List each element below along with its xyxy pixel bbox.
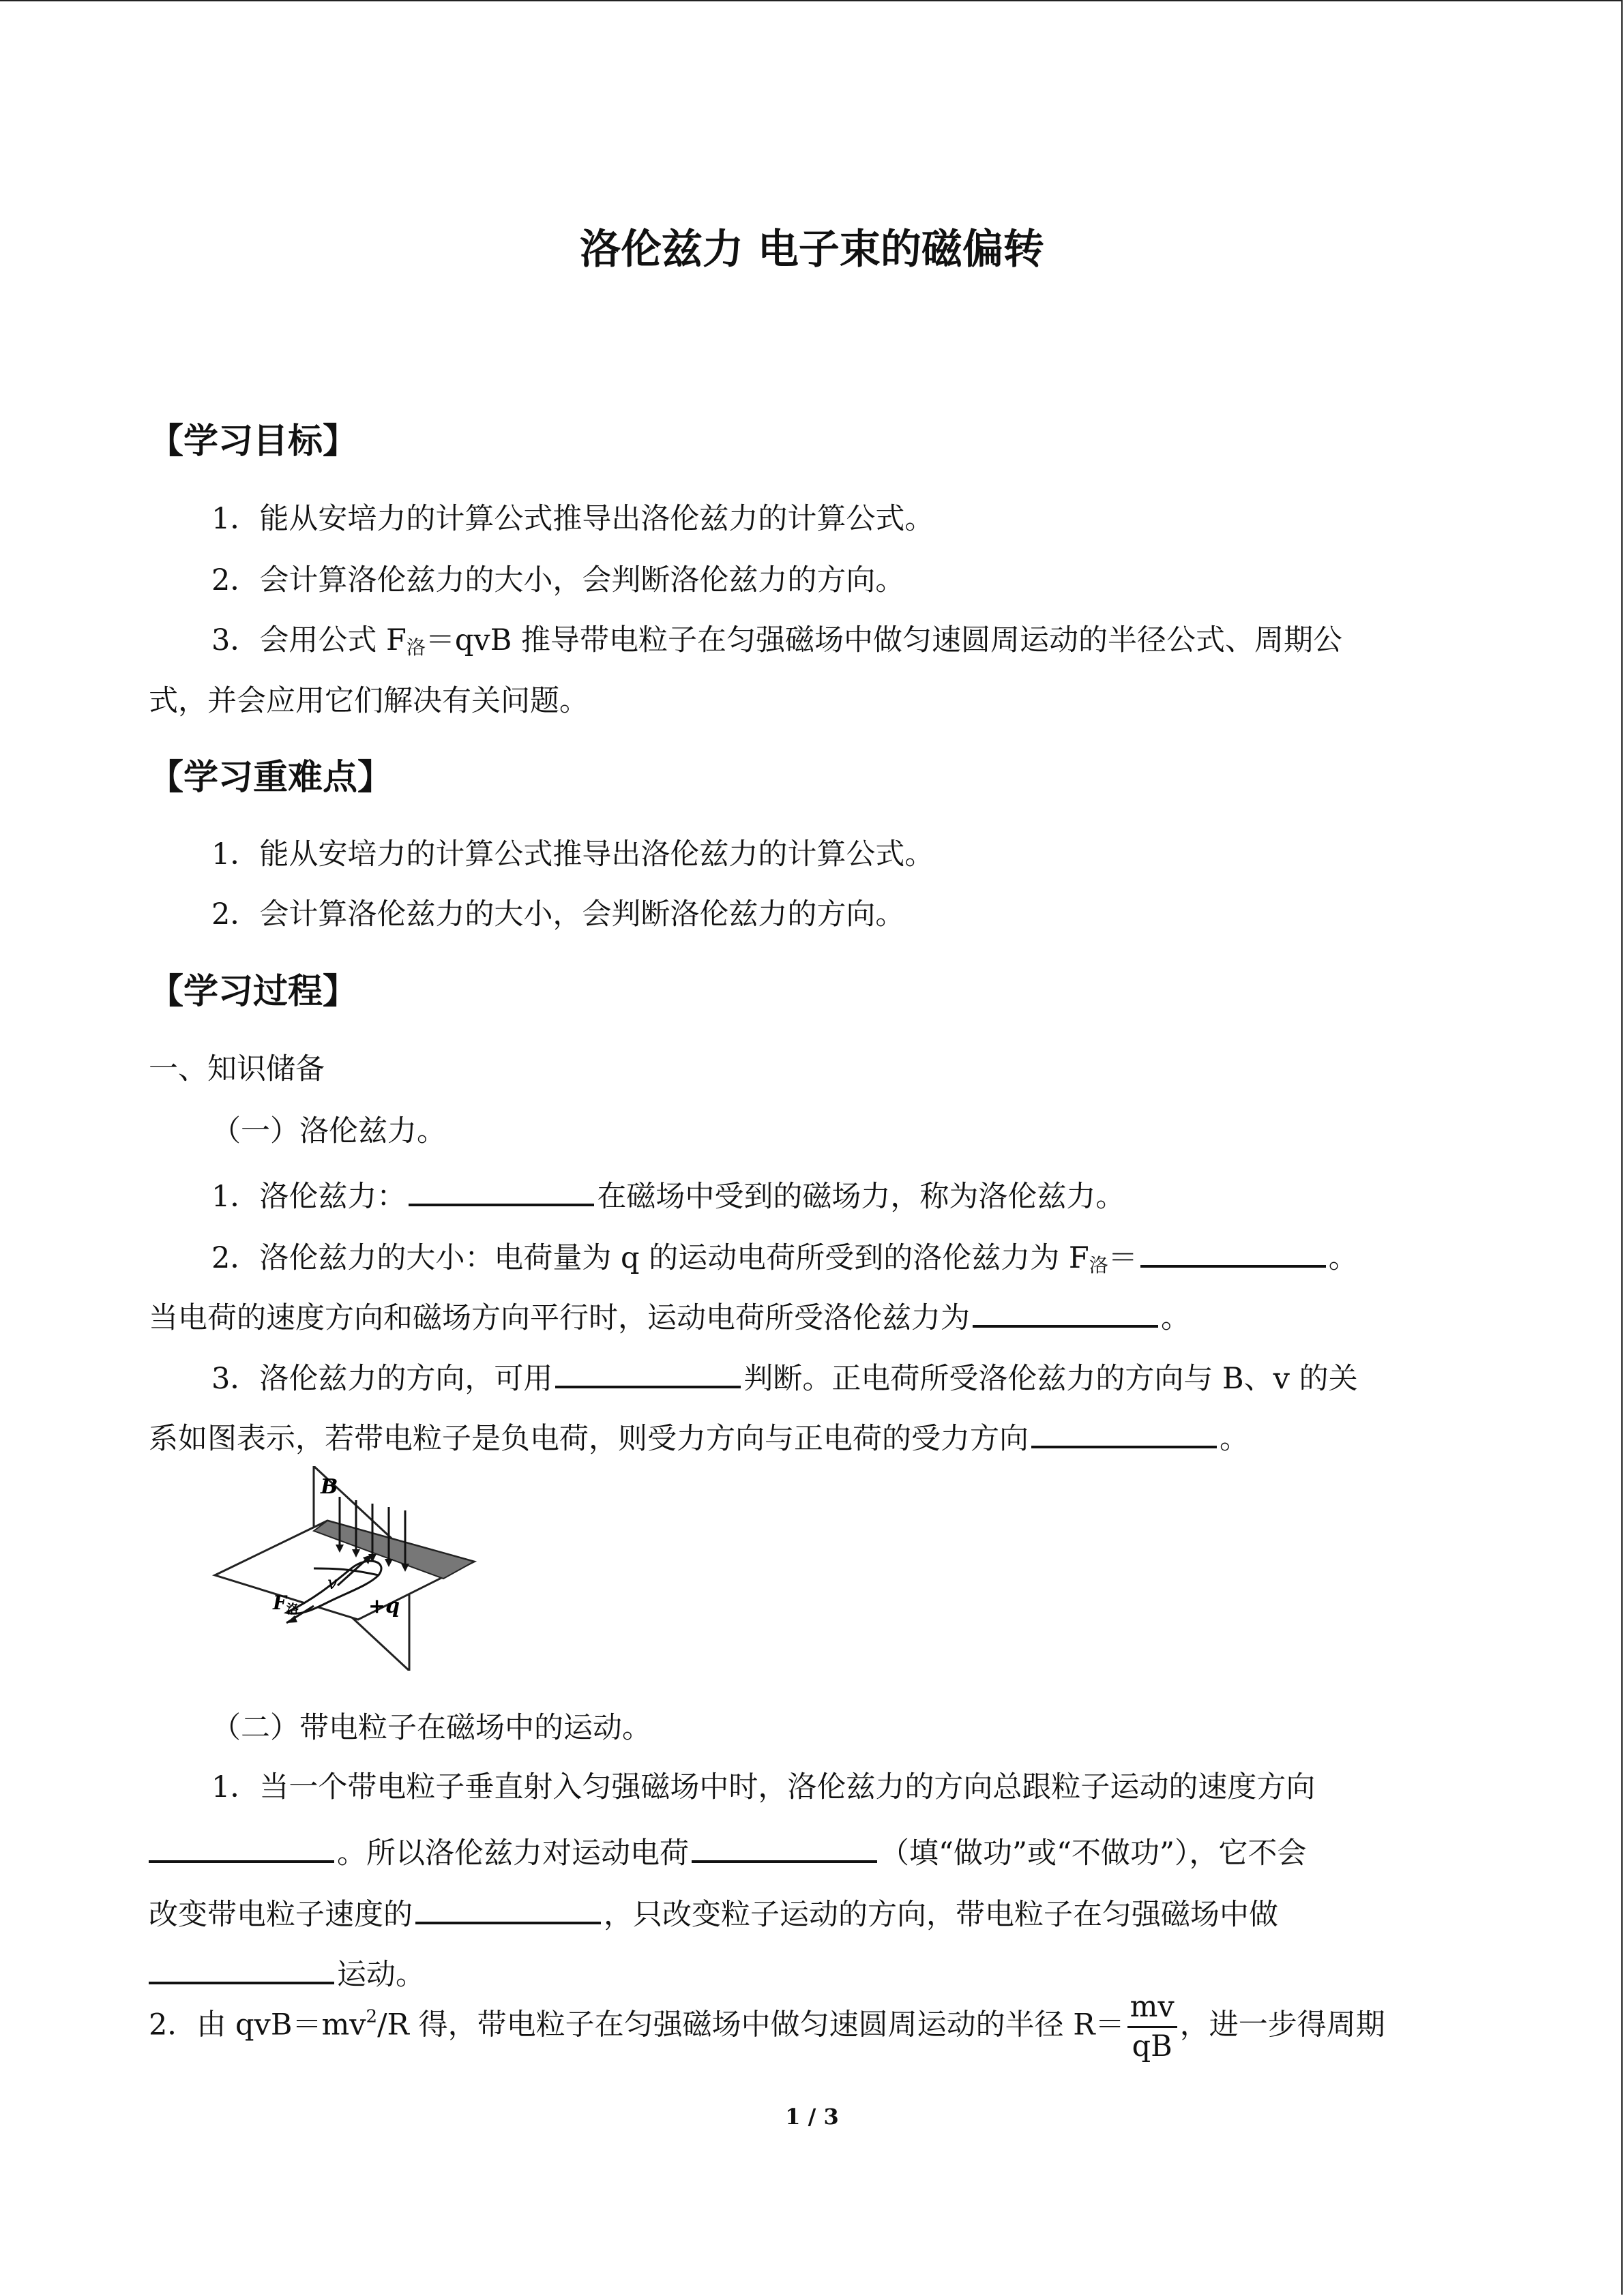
answer-blank[interactable]: [149, 1954, 334, 1984]
answer-blank[interactable]: [973, 1298, 1158, 1328]
section-heading-keypoints: 【学习重难点】: [149, 758, 393, 798]
radius-fraction: $\frac{mv}{qB}$: [1127, 1993, 1177, 2061]
goal-item-3: 3．会用公式 $F_洛=qvB$ 推导带电粒子在匀强磁场中做匀速圆周运动的半径公式、周期公: [211, 623, 1342, 659]
question-3-cont: 系如图表示，若带电粒子是负电荷，则受力方向与正电荷的受力方向 。: [149, 1418, 1249, 1454]
label-B: B: [321, 1475, 338, 1499]
goal-item-2: 2．会计算洛伦兹力的大小，会判断洛伦兹力的方向。: [211, 563, 905, 597]
question-3: 3．洛伦兹力的方向，可用 判断。正电荷所受洛伦兹力的方向与 B、v 的关: [211, 1358, 1358, 1394]
page-number: 1 / 3: [785, 2104, 839, 2130]
subheading-lorentz: （一）洛伦兹力。: [211, 1114, 446, 1148]
page-title: 洛伦兹力 电子束的磁偏转: [580, 226, 1044, 273]
answer-blank[interactable]: [555, 1358, 741, 1388]
question-2: 2．洛伦兹力的大小：电荷量为 q 的运动电荷所受到的洛伦兹力为 $F_洛=$ 。: [211, 1238, 1358, 1275]
motion-item-1-line2: 。所以洛伦兹力对运动电荷 （填“做功”或“不做功”），它不会: [149, 1833, 1306, 1868]
answer-blank[interactable]: [149, 1833, 334, 1863]
answer-blank[interactable]: [409, 1176, 594, 1206]
section-heading-process: 【学习过程】: [149, 972, 358, 1012]
question-1: 1．洛伦兹力： 在磁场中受到的磁场力，称为洛伦兹力。: [211, 1176, 1125, 1212]
answer-blank[interactable]: [692, 1833, 877, 1863]
label-v: v: [327, 1573, 338, 1594]
motion-item-1: 1．当一个带电粒子垂直射入匀强磁场中时，洛伦兹力的方向总跟粒子运动的速度方向: [211, 1770, 1316, 1804]
goal-item-3-cont: 式，并会应用它们解决有关问题。: [149, 684, 589, 718]
section-heading-goals: 【学习目标】: [149, 421, 358, 462]
motion-item-1-line3: 改变带电粒子速度的 ，只改变粒子运动的方向，带电粒子在匀强磁场中做: [149, 1894, 1278, 1930]
subheading-motion: （二）带电粒子在磁场中的运动。: [211, 1711, 651, 1745]
label-q: +q: [368, 1594, 400, 1618]
part-heading-knowledge: 一、知识储备: [149, 1052, 325, 1086]
label-F: $F_洛$: [273, 1592, 299, 1617]
motion-item-1-line4: 运动。: [149, 1954, 425, 1990]
left-hand-rule-figure: [211, 1466, 484, 1671]
keypoint-item-1: 1．能从安培力的计算公式推导出洛伦兹力的计算公式。: [211, 837, 934, 871]
motion-item-2: 2．由 $qvB=mv^2/R$ 得，带电粒子在匀强磁场中做匀速圆周运动的半径 R＝ $\frac{mv}{qB}$ ，进一步得周期: [149, 1990, 1385, 2063]
answer-blank[interactable]: [1140, 1238, 1326, 1268]
answer-blank[interactable]: [1031, 1418, 1217, 1448]
answer-blank[interactable]: [415, 1894, 601, 1924]
goal-item-1: 1．能从安培力的计算公式推导出洛伦兹力的计算公式。: [211, 502, 934, 536]
question-2-cont: 当电荷的速度方向和磁场方向平行时，运动电荷所受洛伦兹力为 。: [149, 1298, 1190, 1333]
keypoint-item-2: 2．会计算洛伦兹力的大小，会判断洛伦兹力的方向。: [211, 897, 905, 931]
